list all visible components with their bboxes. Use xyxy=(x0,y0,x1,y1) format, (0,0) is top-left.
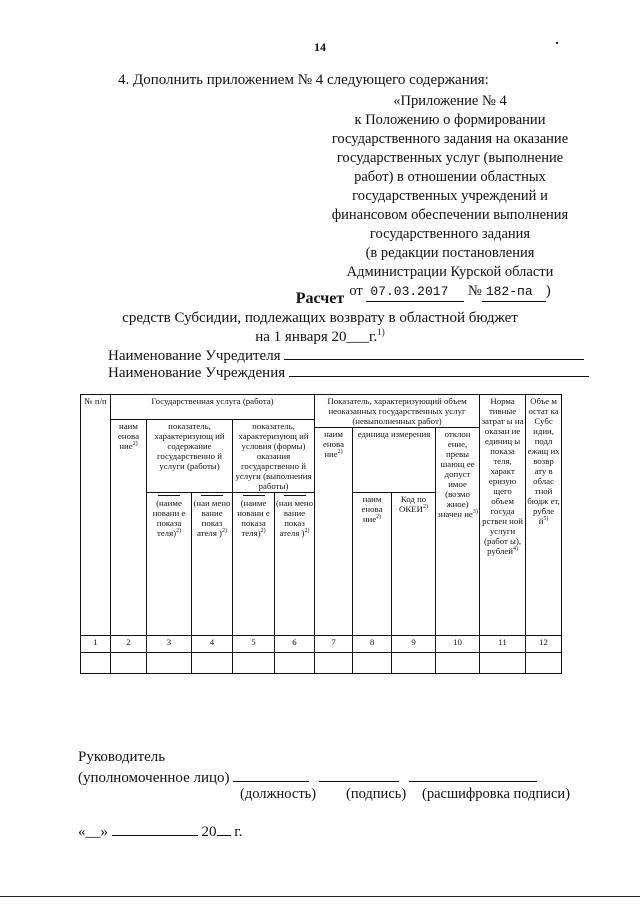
table-cell xyxy=(81,653,111,674)
indicator-name-d-header: (наи мено вание показ ателя )$^{2)}$ xyxy=(275,493,315,636)
appendix-line: государственных услуг (выполнение xyxy=(336,150,564,166)
appendix-line: государственных учреждений и xyxy=(352,188,548,204)
table-cell xyxy=(147,653,192,674)
indicator-name-c-header: (наиме новани е показа теля)$^{2)}$ xyxy=(233,493,275,636)
table-cell xyxy=(353,653,392,674)
appendix-line: Администрации Курской области xyxy=(346,264,554,280)
table-cell xyxy=(192,653,233,674)
date-day-blank: __ xyxy=(85,824,101,840)
decoding-caption: (расшифровка подписи) xyxy=(422,786,571,802)
calc-date-text: на 1 января 20___г. xyxy=(255,329,378,345)
deviation-header: отклон ение, превы шающ ее допуст имое (возмо жное) значен $ие^{3)}$ xyxy=(436,428,480,636)
okei-header: Код по ОКЕИ$^{2)}$ xyxy=(392,493,436,636)
column-number: 1 xyxy=(81,636,111,653)
calc-title: Расчет xyxy=(295,290,345,307)
table-cell xyxy=(315,653,353,674)
decoding-input-line xyxy=(409,767,537,782)
signature-caption: (подпись) xyxy=(346,786,407,802)
appendix-line: «Приложение № 4 xyxy=(393,93,507,109)
institution-field xyxy=(108,362,589,382)
unit-name-header: наим енова ние$^{2)}$ xyxy=(353,493,392,636)
column-number: 10 xyxy=(436,636,480,653)
volume-group-header: Показатель, характеризующий объем неоказанных государственных услуг (невыполненных работ) xyxy=(315,395,480,428)
table-row xyxy=(81,653,562,674)
column-number: 3 xyxy=(147,636,192,653)
founder-label: Наименование Учредителя xyxy=(108,348,281,364)
appendix-line: (в редакции постановления xyxy=(365,245,535,261)
date-year-suffix: г. xyxy=(234,824,243,840)
column-number: 9 xyxy=(392,636,436,653)
appendix-line: работ) в отношении областных xyxy=(354,169,546,185)
signature-input-line xyxy=(319,767,399,782)
column-number: 7 xyxy=(315,636,353,653)
service-name-header: наим енова ние$^{2)}$ xyxy=(111,420,147,636)
head-label: Руководитель xyxy=(78,749,166,765)
table-cell xyxy=(392,653,436,674)
appendix-line: государственного задания на оказание xyxy=(331,131,569,147)
column-number: 8 xyxy=(353,636,392,653)
refund-table xyxy=(80,394,561,721)
service-group-header: Государственная услуга (работа) xyxy=(111,395,315,420)
column-number: 4 xyxy=(192,636,233,653)
indicator-name-b-header: (наи мено вание показ ателя )$^{2)}$ xyxy=(192,493,233,636)
table-cell xyxy=(111,653,147,674)
table-cell xyxy=(436,653,480,674)
page-number: 14 xyxy=(314,40,326,54)
unit-group-header: единица измерения xyxy=(353,428,436,493)
position-input-line xyxy=(233,767,309,782)
edition-date: 07.03.2017 xyxy=(366,282,464,302)
table-cell xyxy=(233,653,275,674)
volume-name-header: наим енова ние$^{2)}$ xyxy=(315,428,353,636)
column-number: 12 xyxy=(526,636,562,653)
scan-speck xyxy=(556,42,558,44)
calc-date-note: 1) xyxy=(377,327,385,337)
date-year-prefix: 20 xyxy=(201,824,217,840)
authorized-line xyxy=(78,767,537,788)
date-close-quote: » xyxy=(100,824,108,840)
signature-block xyxy=(78,748,537,788)
edition-number: 182-па xyxy=(482,282,546,302)
item-text: 4. Дополнить приложением № 4 следующего содержания: xyxy=(118,72,489,88)
institution-input-line xyxy=(289,362,589,377)
date-year-blank xyxy=(217,821,231,836)
appendix-line: финансовом обеспечении выполнения xyxy=(331,207,569,223)
calc-subtitle: средств Субсидии, подлежащих возврату в областной бюджет xyxy=(122,310,518,326)
norm-cost-header: Норма тивные затрат ы на оказан ие единиц ы показа теля, характ еризую щего объем госуда рствен ной услуги (работ ы), рублей$^{4)}$ xyxy=(480,395,526,636)
table-cell xyxy=(275,653,315,674)
column-number: 2 xyxy=(111,636,147,653)
column-number: 6 xyxy=(275,636,315,653)
page-bottom-rule xyxy=(0,896,640,897)
column-number: 5 xyxy=(233,636,275,653)
column-number-row xyxy=(81,636,562,653)
appendix-line: государственного задания xyxy=(369,226,531,242)
date-line xyxy=(78,821,242,841)
edition-number-sign: № xyxy=(467,283,482,299)
authorized-label: (уполномоченное лицо) xyxy=(78,770,230,786)
appendix-heading xyxy=(300,92,600,302)
refund-header: Объе м остат ка Субс идии, подл ежащ их возвр ату в облас тной бюдж ет, рубле $й^{5)}$ xyxy=(526,395,562,636)
table-cell xyxy=(480,653,526,674)
calc-date xyxy=(0,327,640,346)
date-open-quote: « xyxy=(78,824,86,840)
position-caption: (должность) xyxy=(240,786,317,802)
appendix-line: к Положению о формировании xyxy=(354,112,546,128)
date-month-blank xyxy=(112,821,198,836)
founder-input-line xyxy=(284,345,584,360)
table-cell xyxy=(526,653,562,674)
institution-label: Наименование Учреждения xyxy=(108,365,286,381)
header-row xyxy=(81,395,562,420)
edition-prefix: от xyxy=(349,283,363,299)
content-indicator-header: показатель, характеризующ ий содержание государственно й услуги (работы) xyxy=(147,420,233,493)
indicator-name-a-header: (наиме новани е показа теля)$^{2)}$ xyxy=(147,493,192,636)
edition-suffix: ) xyxy=(545,283,551,299)
col-num-header: № п/п xyxy=(81,395,111,636)
condition-indicator-header: показатель, характеризующ ий условия (формы) оказания государственно й услуги (выполнения работы) xyxy=(233,420,315,493)
column-number: 11 xyxy=(480,636,526,653)
